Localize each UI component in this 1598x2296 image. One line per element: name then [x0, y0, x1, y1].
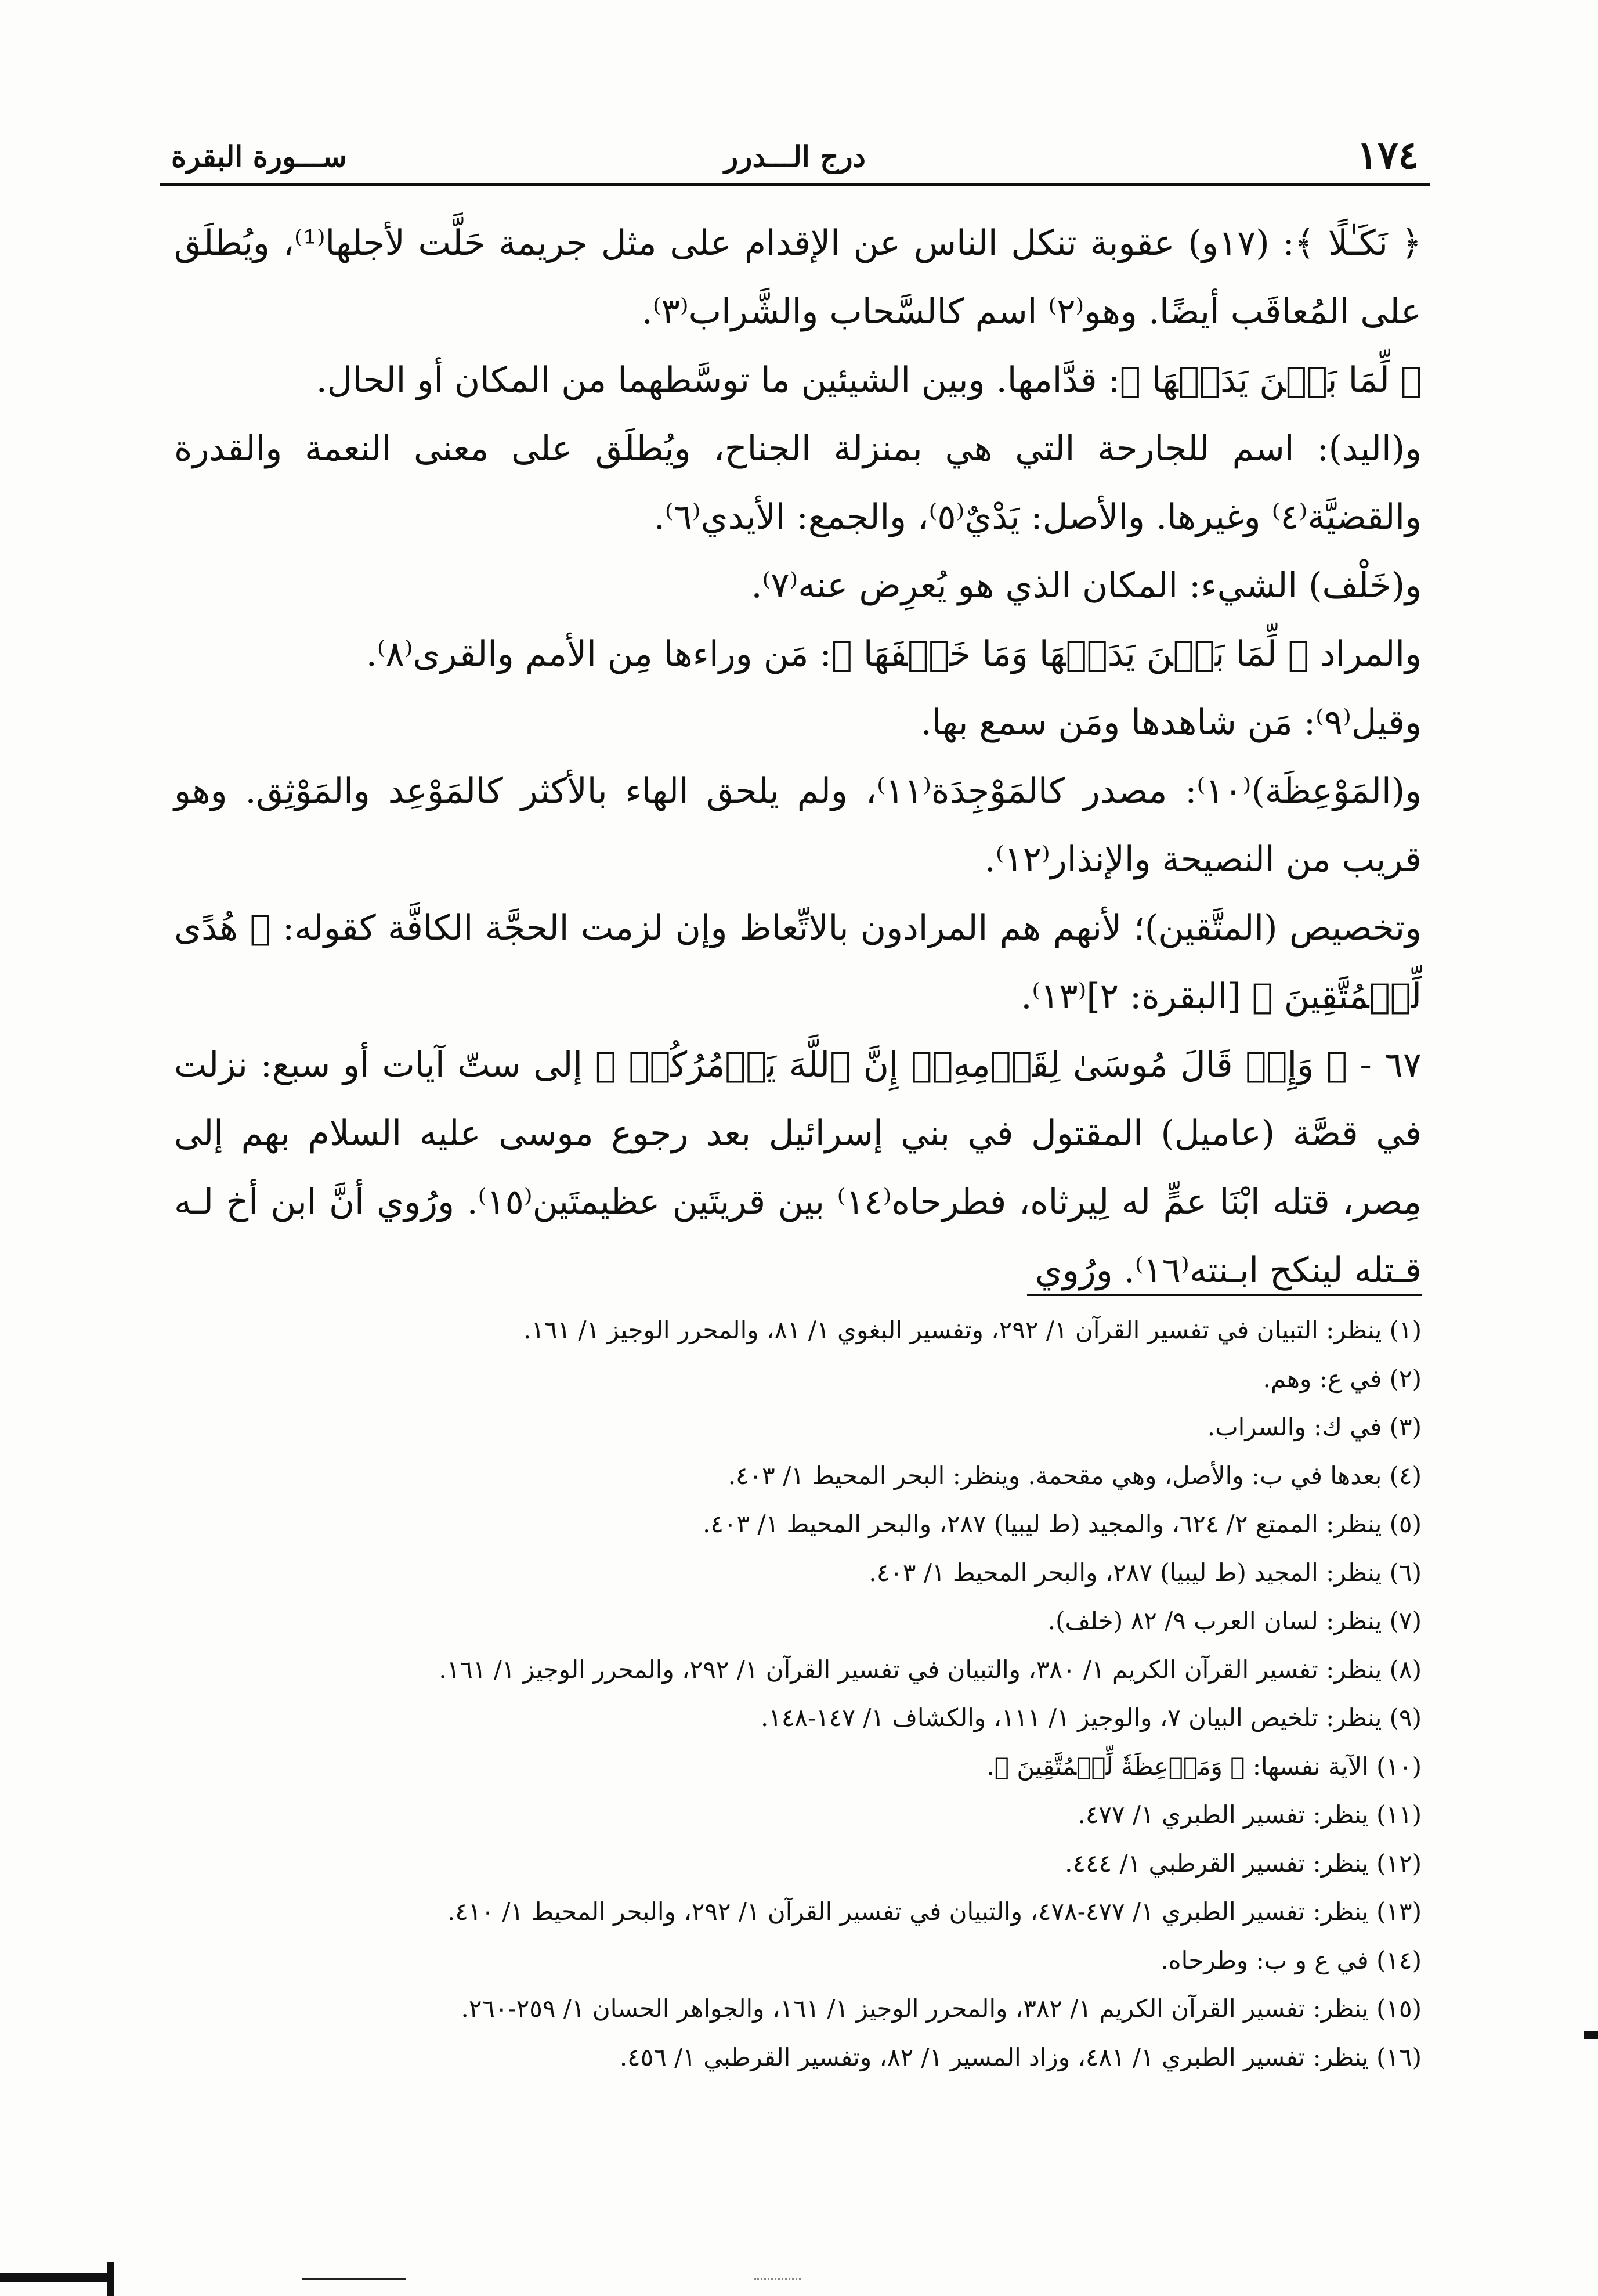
footnote: (١٤) في ع و ب: وطرحاه.: [1160, 1945, 1422, 1974]
page-header: [160, 122, 1430, 180]
paragraph: ﴿ لِّمَا بَيۡنَ يَدَيۡهَا ﴾: قدَّامها. وبين الشيئين ما توسَّطهما من المكان أو الحال.: [316, 360, 1422, 400]
scan-corner-mark: [107, 2262, 114, 2296]
paragraph: وقيل⁽٩⁾: مَن شاهدها ومَن سمع بها.: [920, 702, 1422, 743]
footnote: (١١) ينظر: تفسير الطبري ١/ ٤٧٧.: [1078, 1800, 1422, 1829]
footnotes: [174, 1306, 1422, 2081]
footnote: (٤) بعدها في ب: والأصل، وهي مقحمة. وينظر: البحر المحيط ١/ ٤٠٣.: [728, 1461, 1422, 1490]
scan-artifact-dots: [754, 2278, 801, 2280]
footnote: (١٦) ينظر: تفسير الطبري ١/ ٤٨١، وزاد المسير ١/ ٨٢، وتفسير القرطبي ١/ ٤٥٦.: [619, 2042, 1422, 2071]
footnote: (٥) ينظر: الممتع ٢/ ٦٢٤، والمجيد (ط ليبيا) ٢٨٧، والبحر المحيط ١/ ٤٠٣.: [703, 1510, 1422, 1538]
paragraph: والمراد ﴿ لِّمَا بَيۡنَ يَدَيۡهَا وَمَا خَلۡفَهَا ﴾: مَن وراءها مِن الأمم والقرى⁽٨⁾.: [366, 634, 1422, 674]
page-number: ١٧٤: [1357, 132, 1419, 178]
footnote: (٩) ينظر: تلخيص البيان ٧، والوجيز ١/ ١١١، والكشاف ١/ ١٤٧-١٤٨.: [760, 1703, 1422, 1732]
header-rule: [160, 183, 1430, 186]
footnote-separator: [1027, 1294, 1422, 1296]
paragraph: و(اليد): اسم للجارحة التي هي بمنزلة الجناح، ويُطلَق على معنى النعمة والقدرة والقضيَّة⁽٤⁾ وغيرها. والأصل: يَدْيٌ⁽٥⁾، والجمع: الأيدي⁽٦⁾.: [174, 428, 1422, 537]
footnote: (١٢) ينظر: تفسير القرطبي ١/ ٤٤٤.: [1065, 1849, 1422, 1878]
paragraph: و(خَلْف) الشيء: المكان الذي هو يُعرِض عنه⁽٧⁾.: [751, 565, 1422, 606]
footnote: (٦) ينظر: المجيد (ط ليبيا) ٢٨٧، والبحر المحيط ١/ ٤٠٣.: [869, 1558, 1422, 1587]
scan-edge-mark: [1584, 2031, 1598, 2039]
footnote: (١) ينظر: التبيان في تفسير القرآن ١/ ٢٩٢، وتفسير البغوي ١/ ٨١، والمحرر الوجيز ١/ ١٦١.: [523, 1316, 1422, 1344]
book-title: درج الـــدرر: [724, 139, 866, 174]
surah-name: ســـورة البقرة: [171, 139, 347, 174]
paragraph: و(المَوْعِظَة)⁽١٠⁾: مصدر كالمَوْجِدَة⁽١١⁾، ولم يلحق الهاء بالأكثر كالمَوْعِد والمَوْثِق. وهو قريب من النصيحة والإنذار⁽١٢⁾.: [174, 771, 1422, 880]
scan-artifact-line: [302, 2278, 406, 2280]
footnote: (٢) في ع: وهم.: [1263, 1364, 1422, 1393]
footnote: (٨) ينظر: تفسير القرآن الكريم ١/ ٣٨٠، والتبيان في تفسير القرآن ١/ ٢٩٢، والمحرر الوجيز ١/ ١٦١.: [439, 1655, 1422, 1684]
paragraph: ٦٧ - ﴿ وَإِذۡ قَالَ مُوسَىٰ لِقَوۡمِهِۦٓ إِنَّ ٱللَّهَ يَأۡمُرُكُمۡ ﴾ إلى ستّ آيات أو سبع: نزلت في قصَّة (عاميل) المقتول في بني إسرائيل بعد رجوع موسى عليه السلام بهم إلى مِصر، قتله ابْنَا عمٍّ له لِيرثاه، فطرحاه⁽١٤⁾ بين قريتَين عظيمتَين⁽١٥⁾. ورُوي أنَّ ابن أخ لـه قـتله لينكح ابـنته⁽١٦⁾. ورُوي: [174, 1045, 1422, 1291]
scan-corner-mark: [0, 2273, 107, 2282]
footnote: (٣) في ك: والسراب.: [1207, 1413, 1422, 1441]
main-text: [174, 209, 1422, 1305]
footnote: (١٠) الآية نفسها: ﴿ وَمَوۡعِظَةٗ لِّلۡمُتَّقِينَ ﴾.: [986, 1752, 1422, 1781]
paragraph: وتخصيص (المتَّقين)؛ لأنهم هم المرادون بالاتِّعاظ وإن لزمت الحجَّة الكافَّة كقوله: ﴿ هُدًى لِّلۡمُتَّقِينَ ﴾ [البقرة: ٢]⁽١٣⁾.: [174, 908, 1422, 1017]
paragraph: ﴿ نَكَـٰلًا ﴾: (١٧و) عقوبة تنكل الناس عن الإقدام على مثل جريمة حَلَّت لأجلها⁽¹⁾، ويُطلَق على المُعاقَب أيضًا. وهو⁽٢⁾ اسم كالسَّحاب والشَّراب⁽٣⁾.: [174, 223, 1422, 332]
footnote: (١٥) ينظر: تفسير القرآن الكريم ١/ ٣٨٢، والمحرر الوجيز ١/ ١٦١، والجواهر الحسان ١/ ٢٥٩-٢٦٠.: [461, 1994, 1422, 2023]
footnote: (٧) ينظر: لسان العرب ٩/ ٨٢ (خلف).: [1047, 1607, 1422, 1635]
footnote: (١٣) ينظر: تفسير الطبري ١/ ٤٧٧-٤٧٨، والتبيان في تفسير القرآن ١/ ٢٩٢، والبحر المحيط ١/ ٤١٠.: [447, 1897, 1422, 1926]
